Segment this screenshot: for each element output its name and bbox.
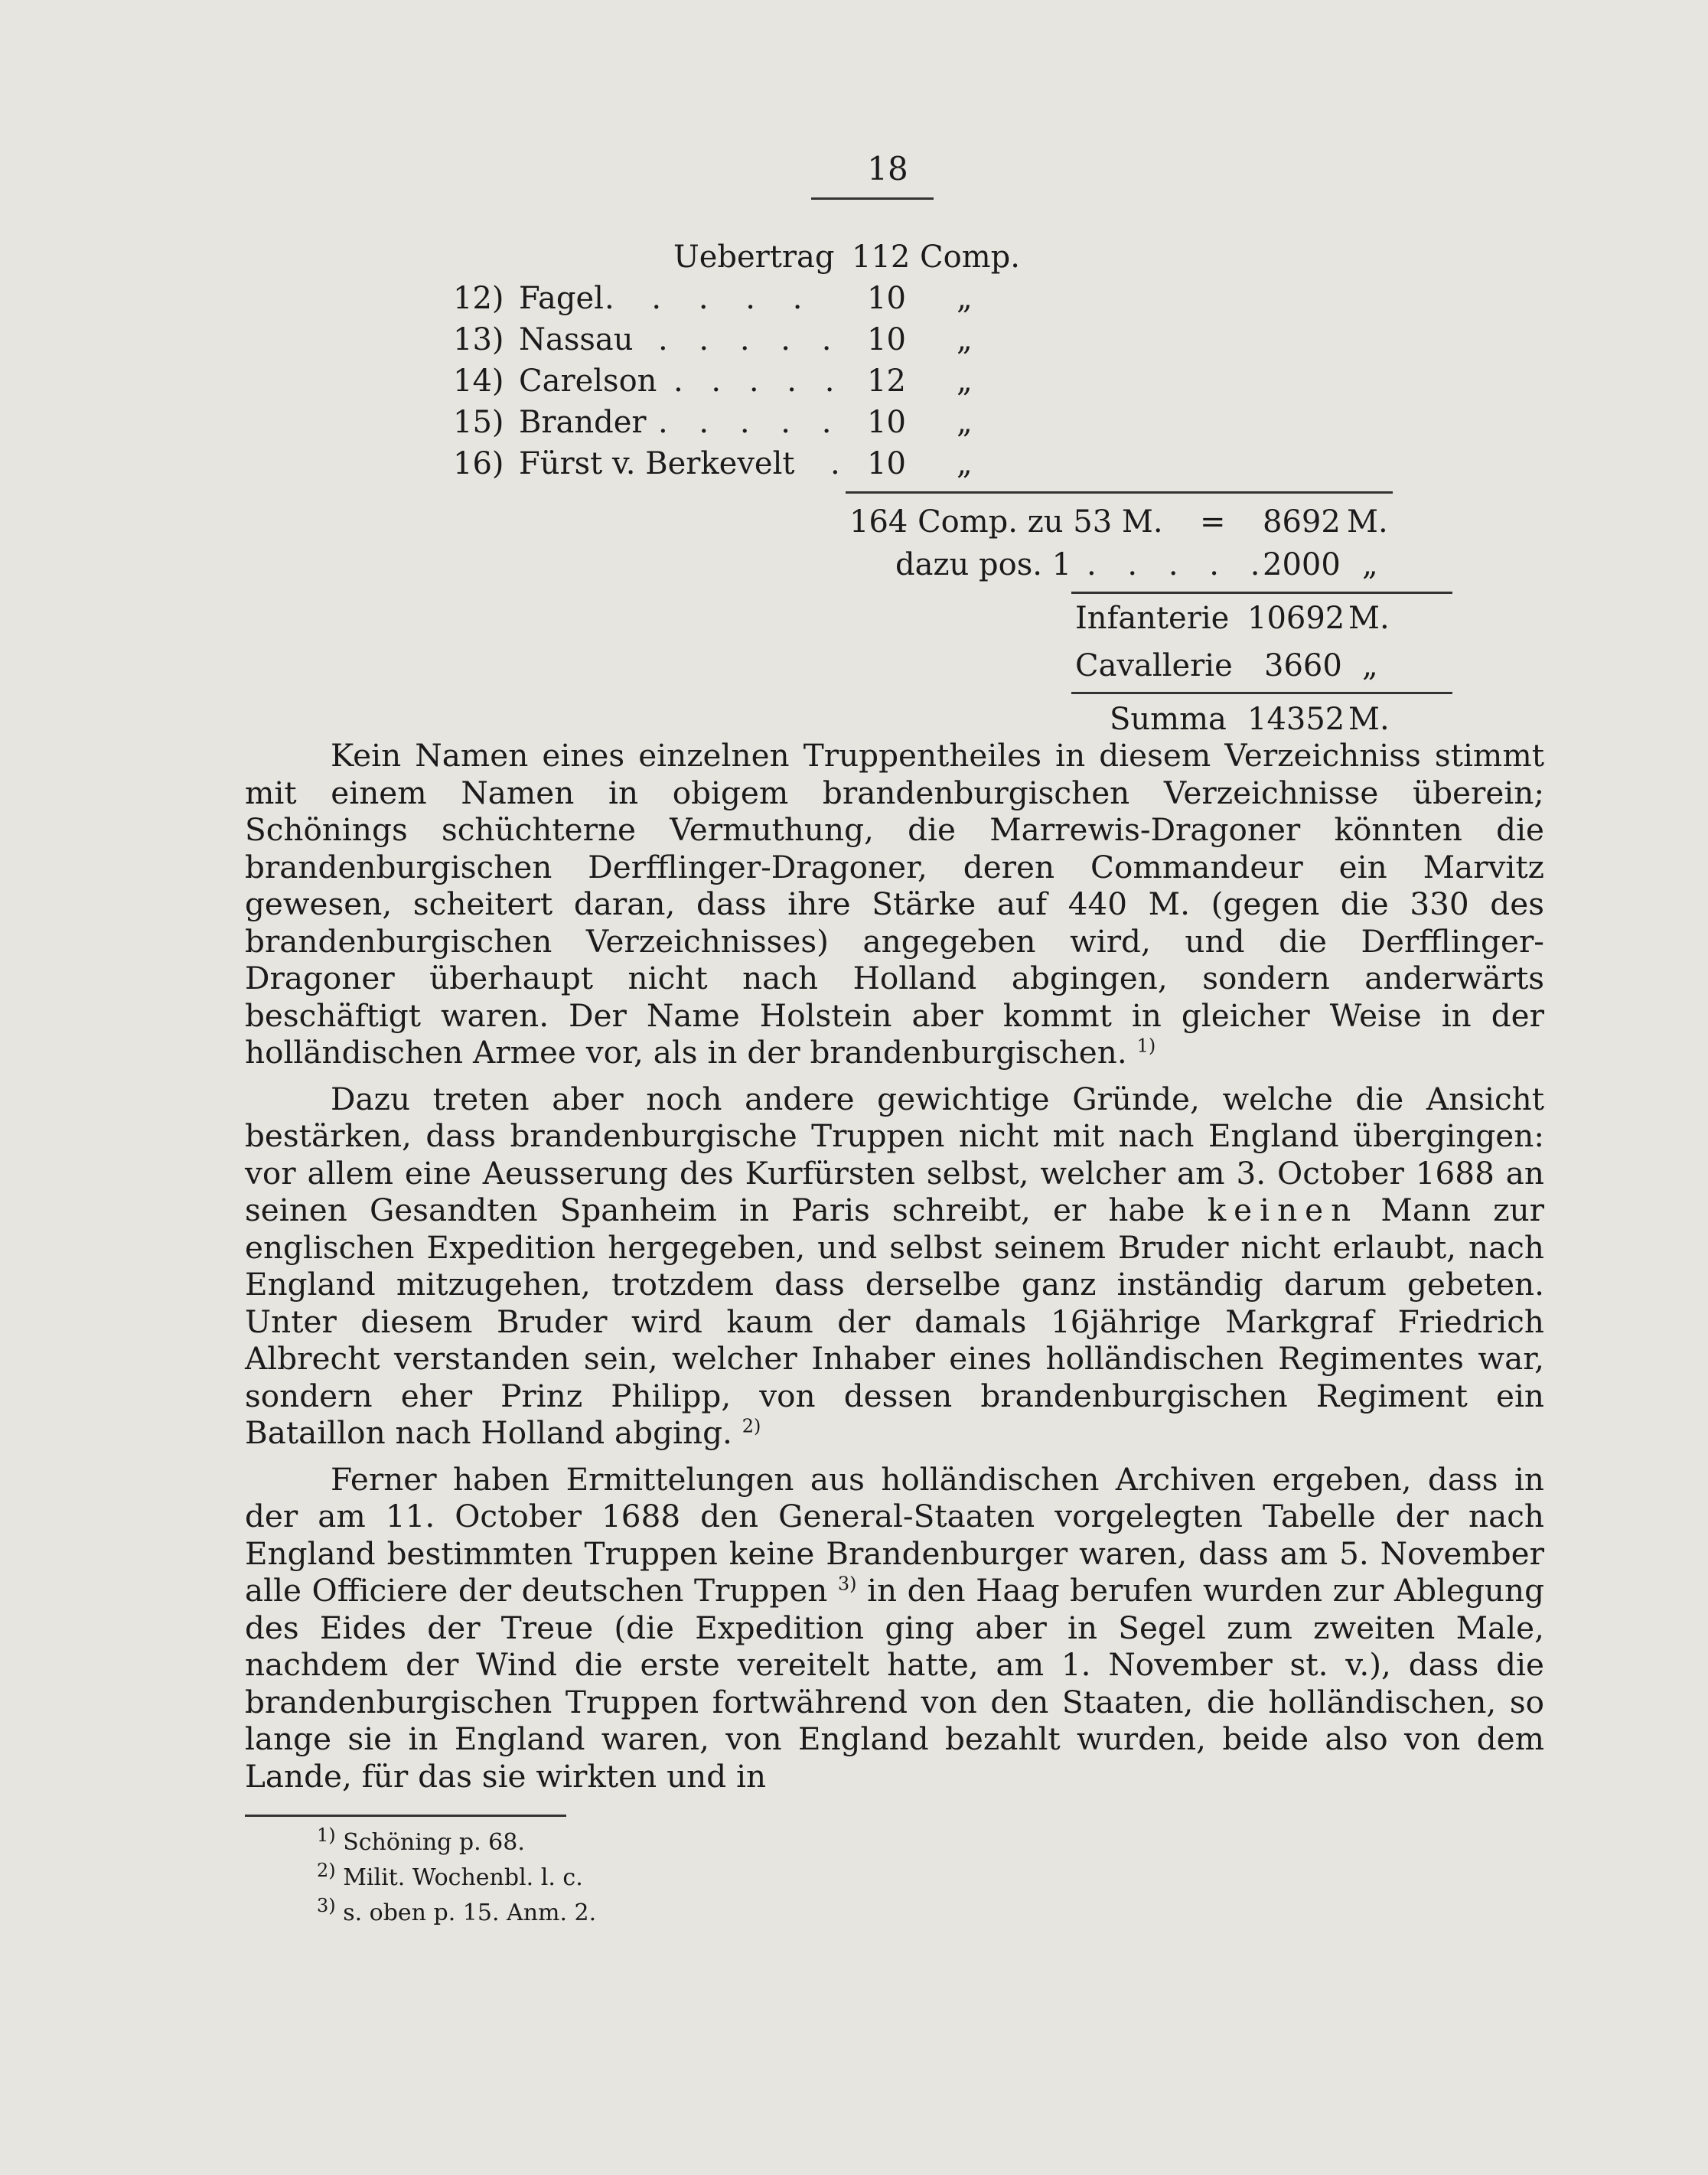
footnote-mark: 2) [317,1860,336,1881]
row-name: Carelson [519,364,657,399]
summa-value: 14352 [1247,702,1345,737]
row-dots: . [830,446,840,481]
summa-label: Summa [1110,702,1227,737]
carry-over-value: 112 [852,240,911,275]
cavallerie-value: 3660 [1264,648,1342,683]
footnote-text: s. oben p. 15. Anm. 2. [343,1899,597,1926]
carry-over-unit: Comp. [920,240,1020,275]
infanterie-label: Infanterie [1075,601,1230,636]
total-unit: M. [1347,504,1388,540]
footnote-text: Schöning p. 68. [343,1829,525,1856]
row-name: Fürst v. Berkevelt [519,446,795,481]
carry-over-label: Uebertrag [673,240,835,275]
paragraph [245,1081,1544,1452]
paragraph-text: Kein Namen eines einzelnen Truppentheiles in diesem Verzeichniss stimmt mit einem Namen in obigem brandenburgischen Verzeichnisse überein; Schönings schüchterne Vermuthung, die Marrewis-Dragoner könnten die brandenburgischen Derfflinger-Dragoner, deren Commandeur ein Marvitz gewesen, scheitert daran, dass ihre Stärke auf 440 M. (gegen die 330 des brandenburgischen Verzeichnisses) angegeben wird, und die Derfflinger-Dragoner überhaupt nicht nach Holland abgingen, sondern anderwärts beschäftigt waren. Der Name Holstein aber kommt in gleicher Weise in der holländischen Armee vor, als in der brandenburgischen. [245,737,1544,1071]
table-rule [1071,692,1452,694]
footnote-text: Milit. Wochenbl. l. c. [343,1864,583,1891]
row-number: 16) [453,446,504,481]
body-text [245,737,1544,1804]
footnote-mark: 3) [317,1895,336,1916]
footnote-ref: 1) [1136,1035,1156,1057]
footnote [317,1825,596,1860]
row-unit: „ [957,281,973,316]
row-unit: „ [957,405,973,440]
row-number: 15) [453,405,504,440]
infanterie-value: 10692 [1247,601,1345,636]
row-dots: . . . . . [605,281,817,316]
row-unit: „ [957,364,973,399]
table-rule [1071,592,1452,594]
row-value: 10 [867,405,906,440]
paragraph [245,737,1544,1071]
paragraph-text: in den Haag berufen wurden zur Ablegung des Eides der Treue (die Expedition ging aber in Segel zum zweiten Male, nachdem der Wind die erste vereitelt hatte, am 1. November st. v.), dass die brandenburgischen Truppen fortwährend von den Staaten, die holländischen, so lange sie in England waren, von England bezahlt wurden, beide also von dem Lande, für das sie wirkten und in [245,1572,1545,1795]
table-rule [846,491,1393,494]
row-number: 13) [453,322,504,357]
paragraph-text: Mann zur englischen Expedition hergegeben, und selbst seinem Bruder nicht erlaubt, nach England mitzugehen, trotzdem dass derselbe ganz inständig darum gebeten. Unter diesem Bruder wird kaum der damals 16jährige Markgraf Friedrich Albrecht verstanden sein, welcher Inhaber eines holländischen Regimentes war, sondern eher Prinz Philipp, von dessen brandenburgischen Regiment ein Bataillon nach Holland abging. [245,1192,1545,1451]
row-name: Nassau [519,322,634,357]
paragraph [245,1461,1544,1795]
dazu-text: dazu pos. 1 [895,547,1072,582]
footnote [317,1860,596,1896]
page-number-rule [811,197,934,200]
paragraph-text: Dazu treten aber noch andere gewichtige Gründe, welche die Ansicht bestärken, dass brandenburgische Truppen nicht mit nach England übergingen: vor allem eine Aeusserung des Kurfürsten selbst, welcher am 3. October 1688 an seinen Gesandten Spanheim in Paris schreibt, er habe [245,1080,1544,1228]
page-number: 18 [867,150,908,188]
row-unit: „ [957,322,973,357]
total-equals: = [1200,504,1226,540]
row-name: Brander [519,405,647,440]
footnote [317,1896,596,1931]
dazu-dots: . . . . . [1087,547,1271,582]
row-dots: . . . . . [658,322,843,357]
emphasized-word: keinen [1207,1192,1359,1228]
row-dots: . . . . . [658,405,843,440]
paragraph-text: Ferner haben Ermittelungen aus holländischen Archiven ergeben, dass in der am 11. October 1688 den General-Staaten vorgelegten Tabelle der nach England bestimmten Truppen keine Brandenburger waren, dass am 5. November alle Officiere der deutschen Truppen [245,1460,1544,1609]
cavallerie-label: Cavallerie [1075,648,1233,683]
row-value: 12 [867,364,906,399]
dazu-value: 2000 [1263,547,1341,582]
footnote-ref: 3) [837,1573,857,1595]
row-value: 10 [867,322,906,357]
summa-unit: M. [1348,702,1390,737]
footnote-ref: 2) [742,1415,761,1437]
row-value: 10 [867,446,906,481]
total-text: 164 Comp. zu 53 M. [849,504,1163,540]
footnote-rule [245,1815,566,1817]
dazu-unit: „ [1362,547,1378,582]
row-value: 10 [867,281,906,316]
row-number: 14) [453,364,504,399]
total-value: 8692 [1263,504,1341,540]
row-unit: „ [957,446,973,481]
footnotes [317,1825,596,1931]
row-dots: . . . . . [673,364,844,399]
row-name: Fagel [519,281,604,316]
cavallerie-unit: „ [1362,648,1378,683]
row-number: 12) [453,281,504,316]
footnote-mark: 1) [317,1824,336,1846]
infanterie-unit: M. [1348,601,1390,636]
